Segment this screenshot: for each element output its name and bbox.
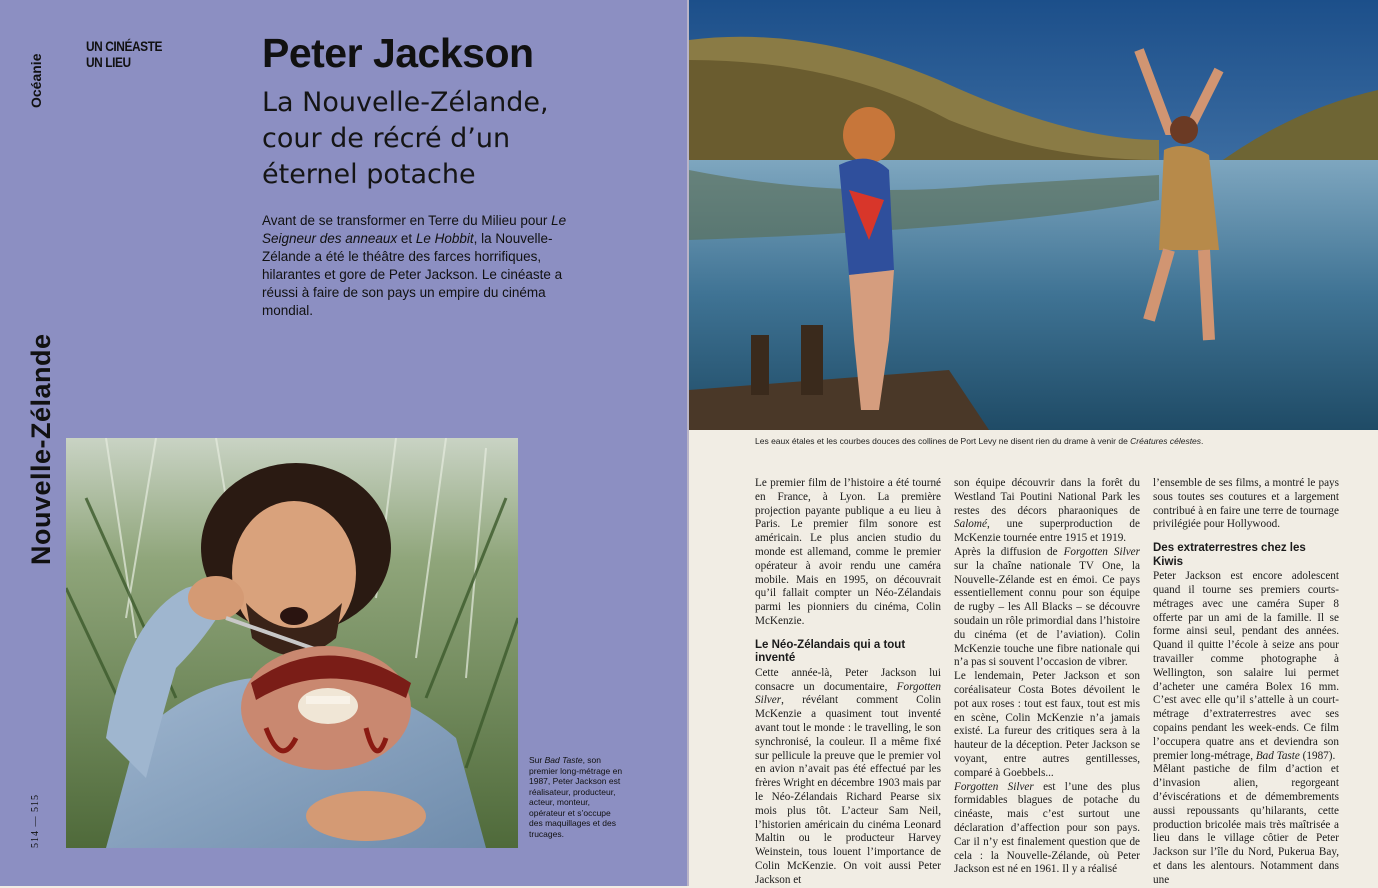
paragraph: Le premier film de l’histoire a été tourné en France, à Lyon. La première projection payante publique a eu lieu à Paris. Le premier film sonore est américain. Le plus ancien studio du monde est allemand, comme le premier opérateur à avoir rendu une caméra mobile. Mais en 1995, on découvrait qu’il fallait compter un Néo-Zélandais parmi les pionniers du cinéma, Colin McKenzie. [755,477,941,627]
series-label [86,38,176,70]
paragraph: Cette année-là, Peter Jackson lui consacre un documentaire, Forgotten Silver, révélant comment Colin McKenzie a quasiment tout inventé avant tout le monde : le travelling, le son synchronisé, la couleur. Il a même fixé sur pellicule la preuve que le premier vol en avion n’avait pas été effectué par les frères Wright en décembre 1903 mais par le Néo-Zélandais Richard Pearse six mois plus tôt. L’acteur Sam Neil, l’historien américain du cinéma Leonard Maltin ou le producteur Harvey Weinstein, tous louent l’importance de Colin McKenzie. On voit aussi Peter Jackson et [755,666,941,886]
section-heading: Le Néo-Zélandais qui a tout inventé [755,638,906,665]
page-numbers: 514 — 515 [30,794,41,848]
paragraph: Le lendemain, Peter Jackson et son coréalisateur Costa Botes dévoilent le pot aux roses : tout est faux, tout est mis en scène, Colin McKenzie n’a jamais existé. La fureur des critiques sera à la hauteur de la déception. Peter Jackson se voyant, entre autres gentillesses, comparé à Goebbels... [954,670,1140,779]
paragraph: Après la diffusion de Forgotten Silver sur la chaîne nationale TV One, la Nouvelle-Zélande est en émoi. Ce pays essentiellement connu pour son équipe de rugby – les All Blacks – se découvre soudain un rôle primordial dans l’histoire du cinéma (et de l’aviation). Colin McKenzie touche une fibre nationale qui n’a pas si souvent l’occasion de vibrer. [954,545,1140,669]
paragraph: Mêlant pastiche de film d’action et d’invasion alien, regorgeant d’éviscérations et de démembrements aussi repoussants qu’hilarants, cette production bricolée mais très maîtrisée a lieu dans le village côtier de Peter Jackson sur l’île du Nord, Pukerua Bay, et dans les alentours. Notamment dans une [1153,763,1339,886]
body-column-2 [954,477,1140,877]
series-label-line: UN LIEU [86,54,131,70]
paragraph: l’ensemble de ses films, a montré le pays sous toutes ses coutures et a largement contribué à en faire une terre de tournage privilégiée pour Hollywood. [1153,477,1339,531]
country-label: Nouvelle-Zélande [26,333,56,565]
article-title: Peter Jackson [262,30,534,76]
paragraph: Peter Jackson est encore adolescent quand il tourne ses premiers courts-métrages avec une caméra Super 8 offerte par un ami de la famille. Il se forme ainsi seul, pendant des années. Quand il quitte l’école à seize ans pour travailler comme photographe à Wellington, son salaire lui permet d’acheter une caméra Bolex 16 mm. C’est avec elle qu’il s’attelle à un court-métrage d’extraterrestres avec ses copains pendant les week-ends. Ce film l’occupera quatre ans et deviendra son premier long-métrage, Bad Taste (1987). [1153,570,1339,762]
photo-bad-taste [66,438,518,848]
body-column-1 [755,477,941,888]
photo-port-levy [689,0,1378,430]
photo-bad-taste-caption: Sur Bad Taste, son premier long-métrage en 1987, Peter Jackson est réalisateur, producteur, acteur, monteur, opérateur et s’occupe des maquillages et des trucages. [529,755,623,839]
article-subtitle: La Nouvelle-Zélande, cour de récré d’un éternel potache [262,87,549,190]
region-label: Océanie [28,53,44,108]
photo-bad-taste-illustration [66,438,518,848]
paragraph: Forgotten Silver est l’une des plus formidables blagues de potache du cinéaste, mais c’est surtout une déclaration d’affection pour son pays. Car il n’y est finalement question que de cela : la Nouvelle-Zélande, où Peter Jackson est né en 1961. Il y a réalisé [954,780,1140,876]
article-intro: Avant de se transformer en Terre du Milieu pour Le Seigneur des anneaux et Le Hobbit, la Nouvelle-Zélande a été le théâtre des farces horrifiques, hilarantes et gore de Peter Jackson. Le cinéaste a réussi à faire de son pays un empire du cinéma mondial. [262,213,567,318]
section-heading: Des extraterrestres chez les Kiwis [1153,542,1306,568]
photo-port-levy-caption: Les eaux étales et les courbes douces des collines de Port Levy ne disent rien du drame à venir de Créatures célestes. [755,436,1204,446]
paragraph: son équipe découvrir dans la forêt du Westland Tai Poutini National Park les restes des décors pharaoniques de Salomé, une superproduction de McKenzie tournée entre 1915 et 1919. [954,477,1140,545]
body-column-3 [1153,477,1339,888]
photo-port-levy-illustration [689,0,1378,430]
series-label-line: UN CINÉASTE [86,38,162,54]
